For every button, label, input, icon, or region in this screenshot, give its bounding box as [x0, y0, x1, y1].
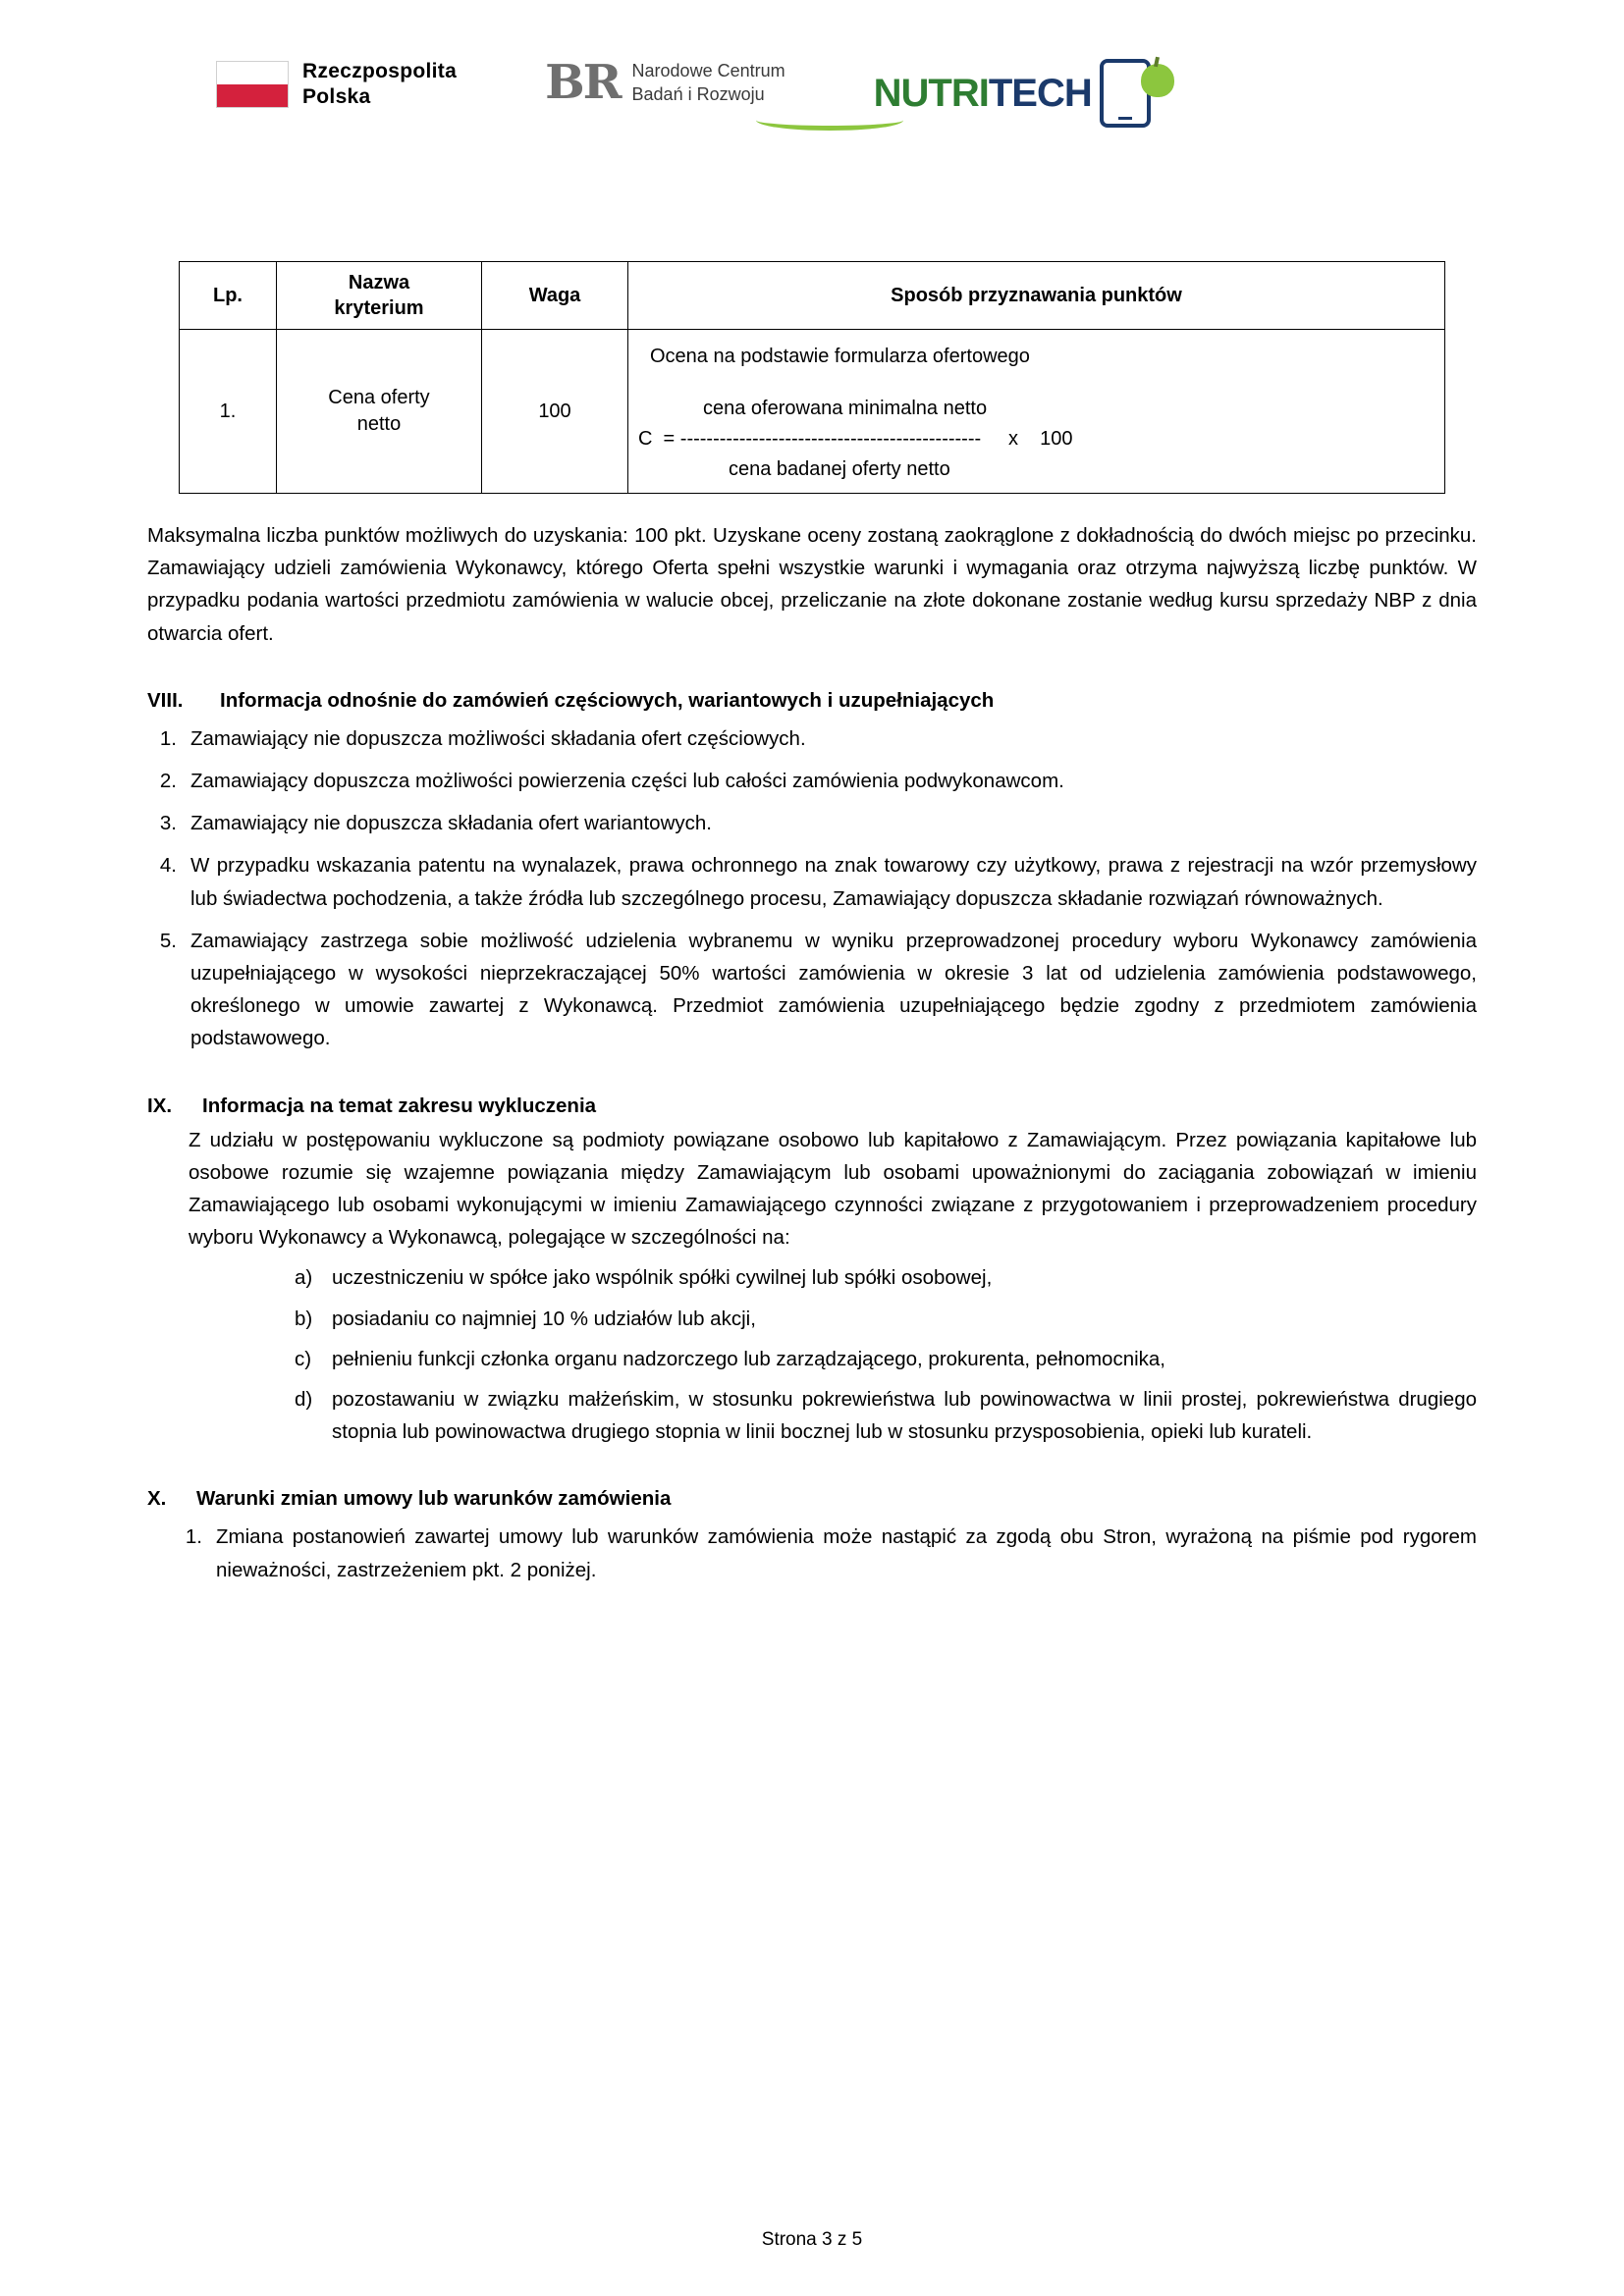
section-viii-list	[147, 722, 1477, 1055]
list-item	[147, 925, 1477, 1055]
cell-name-line1: Cena oferty	[328, 387, 430, 408]
cell-method	[628, 330, 1445, 494]
list-item	[295, 1383, 1477, 1448]
header-method: Sposób przyznawania punktów	[628, 262, 1445, 330]
list-item-marker: 3.	[159, 812, 177, 835]
page-footer	[0, 2229, 1624, 2251]
logo-rzeczpospolita-polska	[216, 59, 457, 111]
list-item-text: Zmiana postanowień zawartej umowy lub warunków zamówienia może nastąpić za zgodą obu Stron, wyrażoną na piśmie pod rygorem nieważności, zastrzeżeniem pkt. 2 poniżej.	[216, 1525, 1477, 1581]
list-item	[147, 722, 1477, 755]
section-ix-number: IX.	[147, 1094, 173, 1117]
cell-name	[277, 330, 482, 494]
paragraph-max-points: Maksymalna liczba punktów możliwych do uzyskania: 100 pkt. Uzyskane oceny zostaną zaokrąglone z dokładnością do dwóch miejsc po przecinku. Zamawiający udzieli zamówienia Wykonawcy, którego Oferta spełni wszystkie warunki i wymagania oraz otrzyma najwyższą liczbę punktów. W przypadku podania wartości przedmiotu zamówienia w walucie obcej, przeliczanie na złote dokonane zostanie według kursu sprzedaży NBP z dnia otwarcia ofert.	[147, 524, 1477, 645]
polish-flag-icon	[216, 61, 289, 108]
list-item-marker: 1.	[185, 1525, 202, 1549]
list-item-text: uczestniczeniu w spółce jako wspólnik spółki cywilnej lub spółki osobowej,	[332, 1266, 993, 1290]
list-item-marker: 1.	[159, 726, 177, 750]
header-name-line2: kryterium	[334, 297, 424, 319]
logo-ncbr-line1: Narodowe Centrum	[631, 61, 785, 80]
apple-icon	[1141, 64, 1174, 97]
logo-bar	[147, 54, 1477, 177]
logo-ncbr	[545, 54, 785, 110]
logo-nutritech-text	[874, 72, 1092, 116]
formula-denominator: cena badanej oferty netto	[729, 458, 950, 480]
section-viii-number: VIII.	[147, 688, 184, 712]
list-item-marker: a)	[295, 1266, 313, 1290]
section-x-heading	[147, 1487, 1477, 1511]
logo-nutritech-word2: TECH	[988, 71, 1092, 115]
section-viii-title: Informacja odnośnie do zamówień częściowych, wariantowych i uzupełniających	[220, 688, 995, 712]
list-item-text: Zamawiający zastrzega sobie możliwość udzielenia wybranemu w wyniku przeprowadzonej procedury wyboru Wykonawcy zamówienia uzupełniającego w wysokości nieprzekraczającej 50% wartości zamówienia w okresie 3 lat od udzielenia zamówienia podstawowego, określonego w umowie zawartej z Wykonawcą. Przedmiot zamówienia uzupełniającego będzie zgodny z przedmiotem zamówienia podstawowego.	[190, 929, 1477, 1050]
list-item-marker: 5.	[159, 929, 177, 952]
list-item-marker: 4.	[159, 854, 177, 878]
header-lp: Lp.	[180, 262, 277, 330]
page-number: Strona 3 z 5	[761, 2229, 863, 2250]
list-item	[147, 807, 1477, 839]
section-x-title: Warunki zmian umowy lub warunków zamówienia	[196, 1487, 672, 1511]
list-item-text: pozostawaniu w związku małżeńskim, w stosunku pokrewieństwa lub powinowactwa w linii prostej, pokrewieństwa drugiego stopnia lub powinowactwa drugiego stopnia w linii bocznej lub w stosunku przysposobienia, opieki lub kurateli.	[332, 1388, 1477, 1444]
list-item	[295, 1343, 1477, 1375]
cell-name-line2: netto	[356, 413, 402, 435]
formula-numerator: cena oferowana minimalna netto	[703, 398, 988, 419]
section-x-number: X.	[147, 1487, 167, 1511]
list-item-text: Zamawiający nie dopuszcza możliwości składania ofert częściowych.	[190, 726, 806, 750]
list-item	[295, 1303, 1477, 1335]
ncbr-mark-icon: BR	[545, 54, 621, 110]
list-item-text: posiadaniu co najmniej 10 % udziałów lub akcji,	[332, 1307, 756, 1330]
logo-ncbr-line2: Badań i Rozwoju	[631, 84, 765, 105]
list-item-text: Zamawiający dopuszcza możliwości powierzenia części lub całości zamówienia podwykonawcom.	[190, 770, 1064, 793]
cell-lp: 1.	[180, 330, 277, 494]
cell-weight: 100	[482, 330, 628, 494]
section-viii-heading	[147, 689, 1477, 713]
list-item	[173, 1521, 1477, 1585]
logo-rp-line1: Rzeczpospolita	[302, 60, 458, 82]
formula-middle: C = ---------------------------------------------- x 100	[638, 428, 1073, 450]
list-item	[295, 1261, 1477, 1294]
scoring-formula	[638, 342, 1435, 485]
logo-nutritech	[874, 59, 1174, 128]
section-ix-heading	[147, 1095, 1477, 1118]
logo-rp-line2: Polska	[302, 85, 371, 109]
header-name	[277, 262, 482, 330]
section-ix-paragraph: Z udziału w postępowaniu wykluczone są podmioty powiązane osobowo lub kapitałowo z Zamawiającym. Przez powiązania kapitałowe lub osobowe rozumie się wzajemne powiązania między Zamawiającym lub osobami upoważnionymi do zaciągania zobowiązań w imieniu Zamawiającego lub osobami wykonującymi w imieniu Zamawiającego czynności związane z przygotowaniem i przeprowadzeniem procedury wyboru Wykonawcy a Wykonawcą, polegające w szczególności na:	[189, 1128, 1477, 1250]
logo-ncbr-text	[632, 59, 785, 107]
list-item	[147, 765, 1477, 797]
smartphone-icon	[1100, 59, 1151, 128]
list-item-marker: d)	[295, 1388, 313, 1412]
header-name-line1: Nazwa	[348, 272, 410, 294]
table-row	[180, 330, 1445, 494]
formula-intro: Ocena na podstawie formularza ofertowego	[650, 346, 1030, 367]
section-ix-body	[189, 1124, 1477, 1449]
list-item-text: Zamawiający nie dopuszcza składania ofert wariantowych.	[190, 812, 712, 835]
swoosh-icon	[756, 110, 903, 131]
list-item-marker: 2.	[159, 770, 177, 793]
header-weight: Waga	[482, 262, 628, 330]
section-x-list	[173, 1521, 1477, 1585]
list-item-marker: c)	[295, 1347, 312, 1370]
list-item	[147, 849, 1477, 914]
section-ix-title: Informacja na temat zakresu wykluczenia	[202, 1094, 597, 1117]
list-item-text: pełnieniu funkcji członka organu nadzorczego lub zarządzającego, prokurenta, pełnomocnika,	[332, 1347, 1165, 1370]
criteria-table	[179, 261, 1445, 494]
table-header-row	[180, 262, 1445, 330]
section-ix-list	[189, 1261, 1477, 1448]
logo-rzeczpospolita-text	[302, 59, 457, 111]
logo-nutritech-word1: NUTRI	[873, 71, 989, 115]
list-item-text: W przypadku wskazania patentu na wynalazek, prawa ochronnego na znak towarowy czy użytkowy, prawa z rejestracji na wzór przemysłowy lub świadectwa pochodzenia, a także źródła lub szczególnego procesu, Zamawiający dopuszcza składanie rozwiązań równoważnych.	[190, 854, 1477, 910]
list-item-marker: b)	[295, 1307, 313, 1330]
